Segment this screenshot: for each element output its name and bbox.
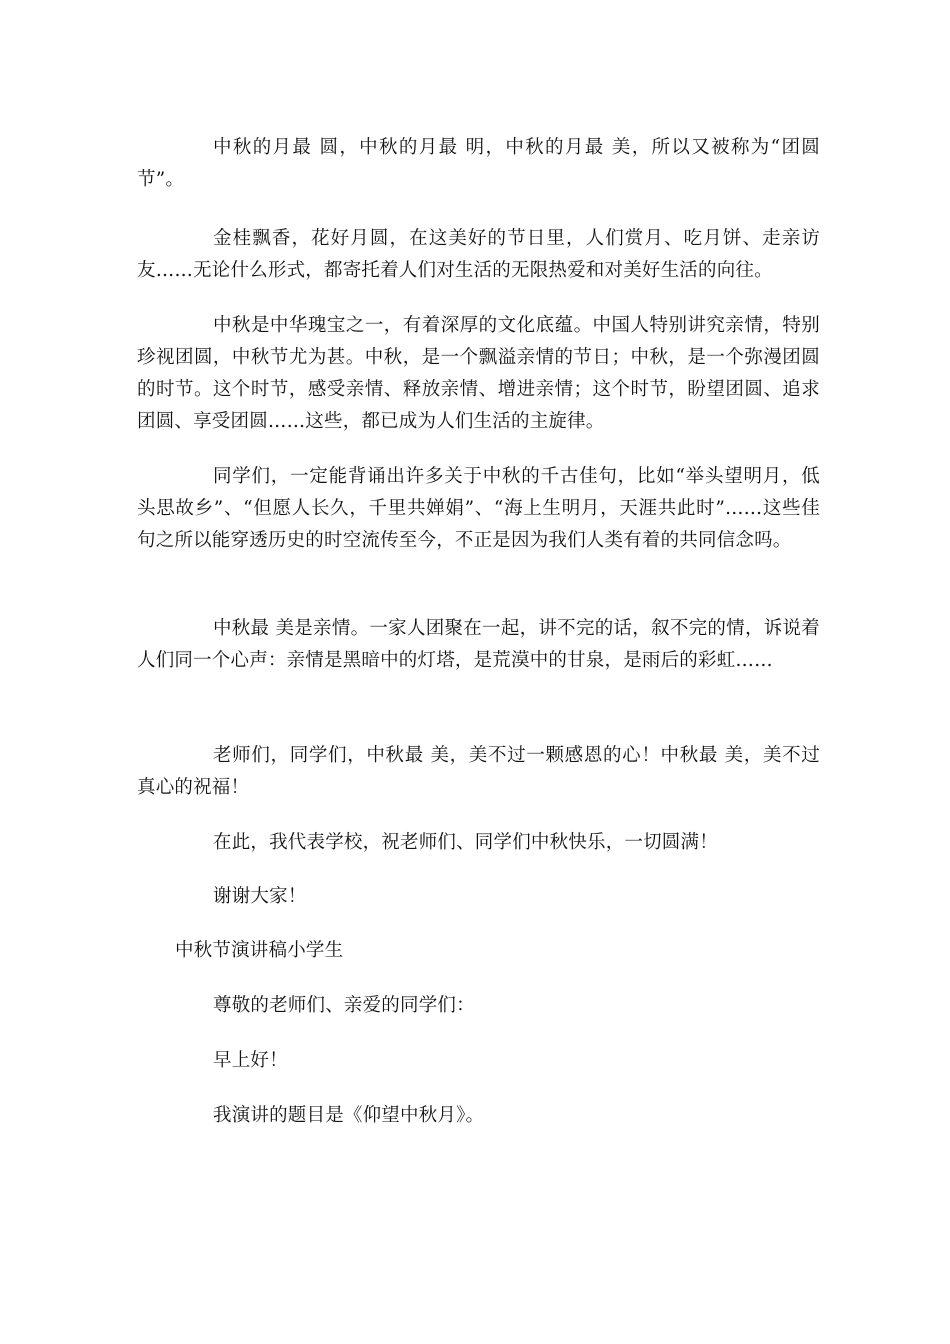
paragraph-family: 中秋最 美是亲情。一家人团聚在一起，讲不完的话，叙不完的情，诉说着人们同一个心声：亲情是黑暗中的灯塔，是荒漠中的甘泉，是雨后的彩虹……	[137, 618, 820, 671]
paragraph-osmanthus: 金桂飘香，花好月圆，在这美好的节日里，人们赏月、吃月饼、走亲访友……无论什么形式，都寄托着人们对生活的无限热爱和对美好生活的向往。	[137, 228, 820, 281]
paragraph-culture: 中秋是中华瑰宝之一，有着深厚的文化底蕴。中国人特别讲究亲情，特别珍视团圆，中秋节尤为甚。中秋，是一个飘溢亲情的节日；中秋，是一个弥漫团圆的时节。这个时节，感受亲情、释放亲情、增进亲情；这个时节，盼望团圆、追求团圆、享受团圆……这些，都已成为人们生活的主旋律。	[137, 315, 820, 432]
speech-title: 我演讲的题目是《仰望中秋月》。	[213, 1105, 485, 1126]
paragraph-mid-autumn-moon: 中秋的月最 圆，中秋的月最 明，中秋的月最 美，所以又被称为“团圆节”。	[137, 137, 820, 190]
paragraph-wishes: 在此，我代表学校，祝老师们、同学们中秋快乐，一切圆满！	[213, 832, 718, 853]
speech-greeting: 尊敬的老师们、亲爱的同学们：	[213, 995, 475, 1016]
paragraph-gratitude: 老师们，同学们，中秋最 美，美不过一颗感恩的心！中秋最 美，美不过真心的祝福！	[137, 745, 820, 798]
speech-morning: 早上好！	[213, 1050, 288, 1071]
section-heading: 中秋节演讲稿小学生	[175, 940, 344, 961]
paragraph-thanks: 谢谢大家！	[213, 886, 307, 907]
paragraph-poems: 同学们，一定能背诵出许多关于中秋的千古佳句，比如“举头望明月，低头思故乡”、“但愿人长久，千里共婵娟”、“海上生明月，天涯共此时”……这些佳句之所以能穿透历史的时空流传至今，不正是因为我们人类有着的共同信念吗。	[137, 466, 820, 551]
